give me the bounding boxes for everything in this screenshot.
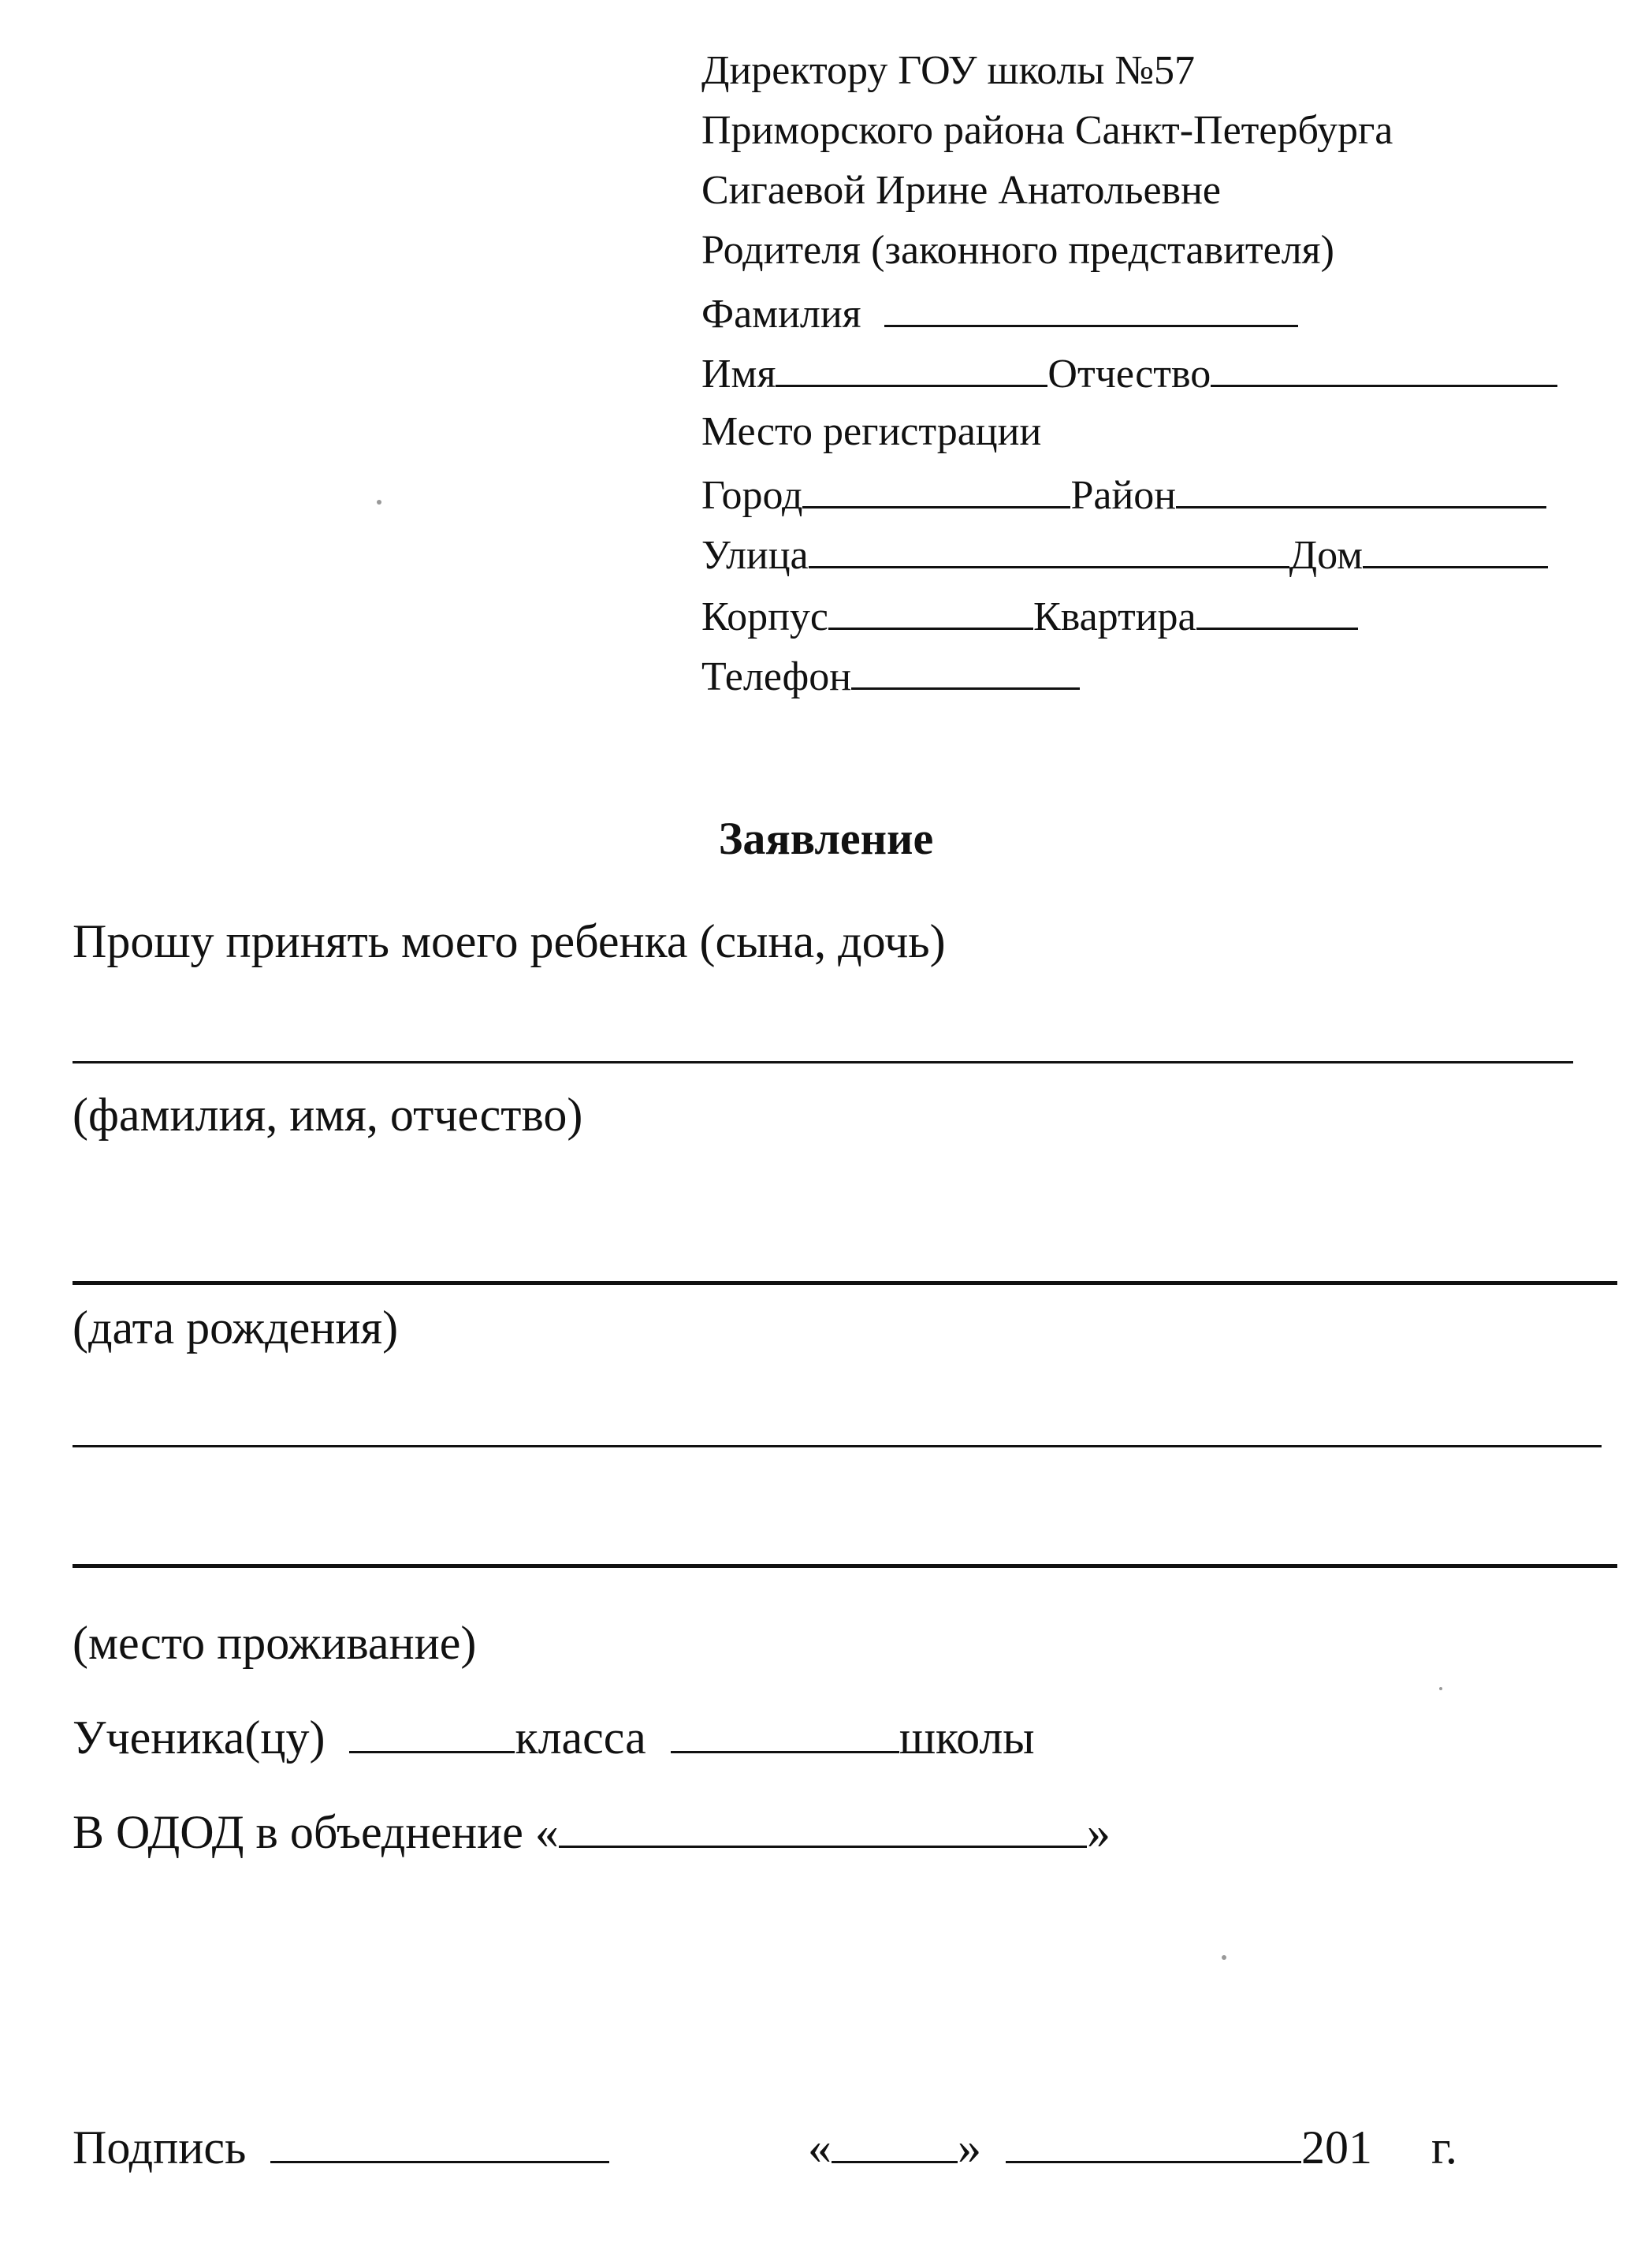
phone-row	[701, 650, 1080, 701]
addressee-line-1: Директору ГОУ школы №57	[701, 48, 1196, 93]
city-field[interactable]	[802, 468, 1070, 508]
house-field[interactable]	[1363, 528, 1548, 568]
city-row	[701, 468, 1546, 520]
student-label: Ученика(цу)	[73, 1712, 326, 1764]
scan-speck	[377, 500, 381, 505]
addressee-line-2: Приморского района Санкт-Петербурга	[701, 108, 1393, 153]
patronymic-field[interactable]	[1211, 347, 1557, 387]
phone-field[interactable]	[851, 650, 1080, 690]
street-field[interactable]	[809, 528, 1289, 568]
school-label: школы	[899, 1712, 1035, 1764]
surname-label: Фамилия	[701, 292, 861, 337]
residence-line-1[interactable]	[73, 1445, 1602, 1447]
year-prefix: 201	[1301, 2121, 1372, 2173]
student-row	[73, 1711, 1035, 1765]
month-field[interactable]	[1006, 2121, 1301, 2163]
dob-caption: (дата рождения)	[73, 1302, 399, 1354]
phone-label: Телефон	[701, 654, 852, 699]
request-text: Прошу принять моего ребенка (сына, дочь)	[73, 915, 946, 967]
district-field[interactable]	[1176, 468, 1546, 508]
street-label: Улица	[701, 533, 809, 578]
surname-field[interactable]	[884, 287, 1298, 327]
school-field[interactable]	[671, 1712, 899, 1753]
apartment-field[interactable]	[1196, 590, 1358, 630]
building-field[interactable]	[828, 590, 1033, 630]
date-close-quote: »	[958, 2121, 981, 2173]
residence-caption: (место проживание)	[73, 1617, 477, 1669]
building-label: Корпус	[701, 594, 829, 639]
day-field[interactable]	[832, 2121, 958, 2163]
date-row	[808, 2121, 1457, 2175]
name-label: Имя	[701, 352, 776, 397]
fio-caption: (фамилия, имя, отчество)	[73, 1089, 583, 1141]
class-field[interactable]	[349, 1712, 515, 1753]
building-row	[701, 590, 1358, 641]
odod-label: В ОДОД в объеднение «	[73, 1806, 559, 1858]
document-title: Заявление	[718, 813, 934, 864]
house-label: Дом	[1289, 533, 1364, 578]
city-label: Город	[701, 473, 803, 518]
class-label: класса	[515, 1712, 646, 1764]
odod-close-quote: »	[1086, 1806, 1111, 1858]
patronymic-label: Отчество	[1047, 352, 1211, 397]
association-field[interactable]	[559, 1806, 1087, 1848]
fio-line[interactable]	[73, 1061, 1573, 1063]
odod-row	[73, 1805, 1111, 1860]
year-suffix: г.	[1431, 2121, 1457, 2173]
name-field[interactable]	[776, 347, 1047, 387]
scan-speck	[1222, 1955, 1226, 1960]
apartment-label: Квартира	[1033, 594, 1196, 639]
signature-row	[73, 2121, 609, 2175]
surname-row	[701, 287, 1298, 338]
signature-field[interactable]	[270, 2121, 609, 2163]
name-row	[701, 347, 1557, 398]
residence-line-2[interactable]	[73, 1564, 1617, 1568]
registration-label: Место регистрации	[701, 409, 1042, 454]
district-label: Район	[1070, 473, 1177, 518]
street-row	[701, 528, 1548, 579]
scan-speck	[1439, 1687, 1442, 1690]
dob-line[interactable]	[73, 1281, 1617, 1285]
addressee-line-3: Сигаевой Ирине Анатольевне	[701, 168, 1221, 213]
addressee-line-4: Родителя (законного представителя)	[701, 228, 1334, 273]
signature-label: Подпись	[73, 2121, 247, 2173]
date-open-quote: «	[808, 2121, 832, 2173]
